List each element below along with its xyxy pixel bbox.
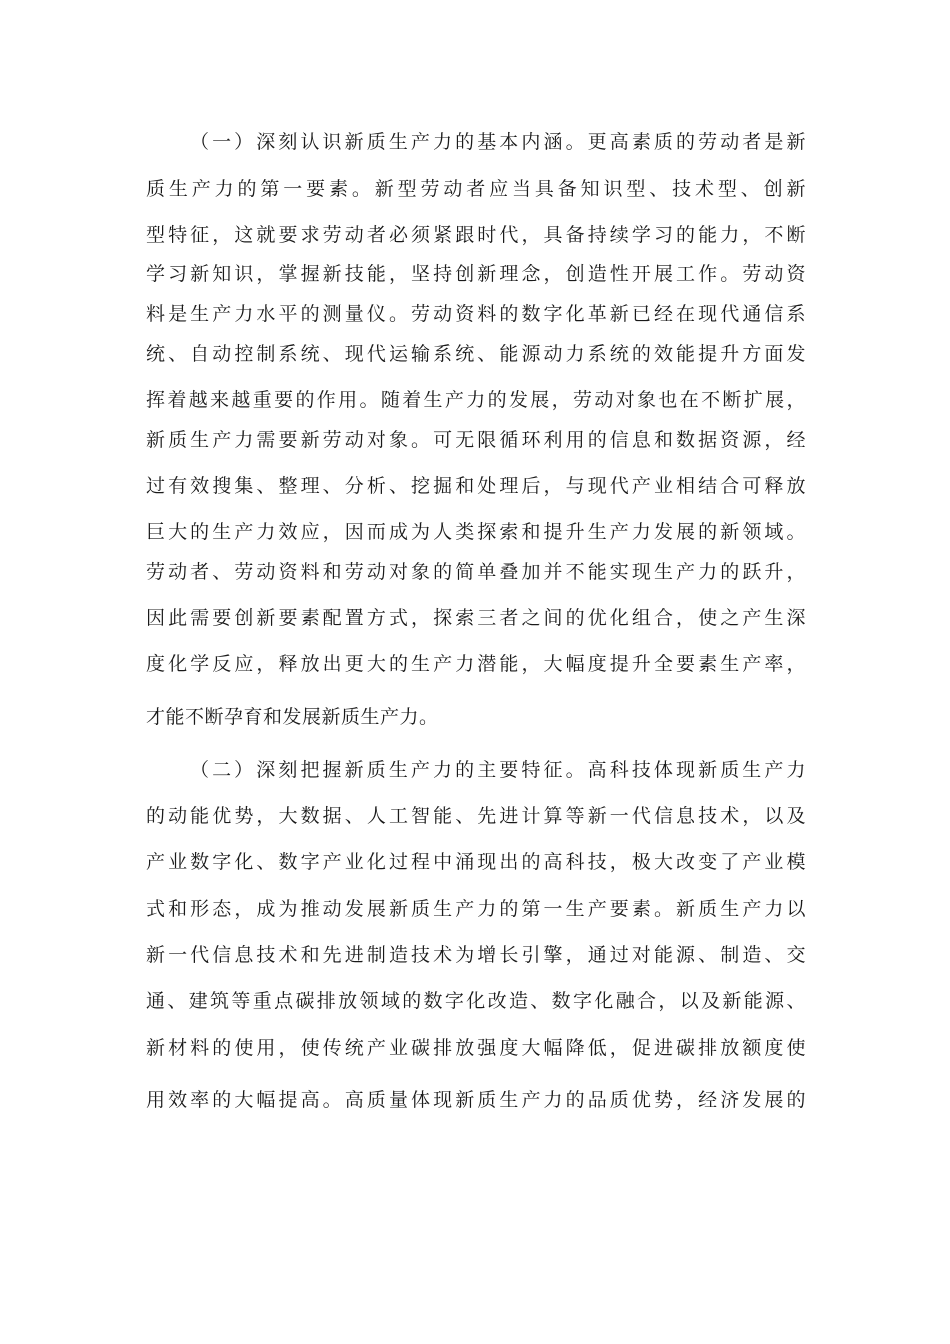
paragraph-1-line-3: 型特征，这就要求劳动者必须紧跟时代，具备持续学习的能力，不断 [146,224,806,246]
paragraph-2-line-3: 产业数字化、数字产业化过程中涌现出的高科技，极大改变了产业模 [146,851,806,873]
paragraph-2-line-6: 通、建筑等重点碳排放领域的数字化改造、数字化融合，以及新能源、 [146,990,806,1012]
paragraph-1-line-9: 过有效搜集、整理、分析、挖掘和处理后，与现代产业相结合可释放 [146,475,806,497]
paragraph-1-line-10: 巨大的生产力效应，因而成为人类探索和提升生产力发展的新领域。 [146,521,806,543]
paragraph-1-line-7: 挥着越来越重要的作用。随着生产力的发展，劳动对象也在不断扩展， [146,389,806,411]
paragraph-2-line-8: 用效率的大幅提高。高质量体现新质生产力的品质优势，经济发展的 [146,1089,806,1111]
paragraph-2-line-4: 式和形态，成为推动发展新质生产力的第一生产要素。新质生产力以 [146,898,806,920]
paragraph-1-line-6: 统、自动控制系统、现代运输系统、能源动力系统的效能提升方面发 [146,343,806,365]
paragraph-1-line-11: 劳动者、劳动资料和劳动对象的简单叠加并不能实现生产力的跃升， [146,561,806,583]
paragraph-2-line-2: 的动能优势，大数据、人工智能、先进计算等新一代信息技术，以及 [146,805,806,827]
paragraph-1-line-5: 料是生产力水平的测量仪。劳动资料的数字化革新已经在现代通信系 [146,303,806,325]
paragraph-2-line-1: （二）深刻把握新质生产力的主要特征。高科技体现新质生产力 [190,759,806,781]
paragraph-1-line-1: （一）深刻认识新质生产力的基本内涵。更高素质的劳动者是新 [190,131,806,153]
paragraph-1-line-2: 质生产力的第一要素。新型劳动者应当具备知识型、技术型、创新 [146,178,806,200]
paragraph-1-line-14: 才能不断孕育和发展新质生产力。 [146,706,439,728]
paragraph-1-line-4: 学习新知识，掌握新技能，坚持创新理念，创造性开展工作。劳动资 [146,263,806,285]
paragraph-2-line-5: 新一代信息技术和先进制造技术为增长引擎，通过对能源、制造、交 [146,944,806,966]
paragraph-2-line-7: 新材料的使用，使传统产业碳排放强度大幅降低，促进碳排放额度使 [146,1037,806,1059]
paragraph-1-line-12: 因此需要创新要素配置方式，探索三者之间的优化组合，使之产生深 [146,607,806,629]
paragraph-1-line-8: 新质生产力需要新劳动对象。可无限循环利用的信息和数据资源，经 [146,429,806,451]
paragraph-1-line-13: 度化学反应，释放出更大的生产力潜能，大幅度提升全要素生产率， [146,653,806,675]
